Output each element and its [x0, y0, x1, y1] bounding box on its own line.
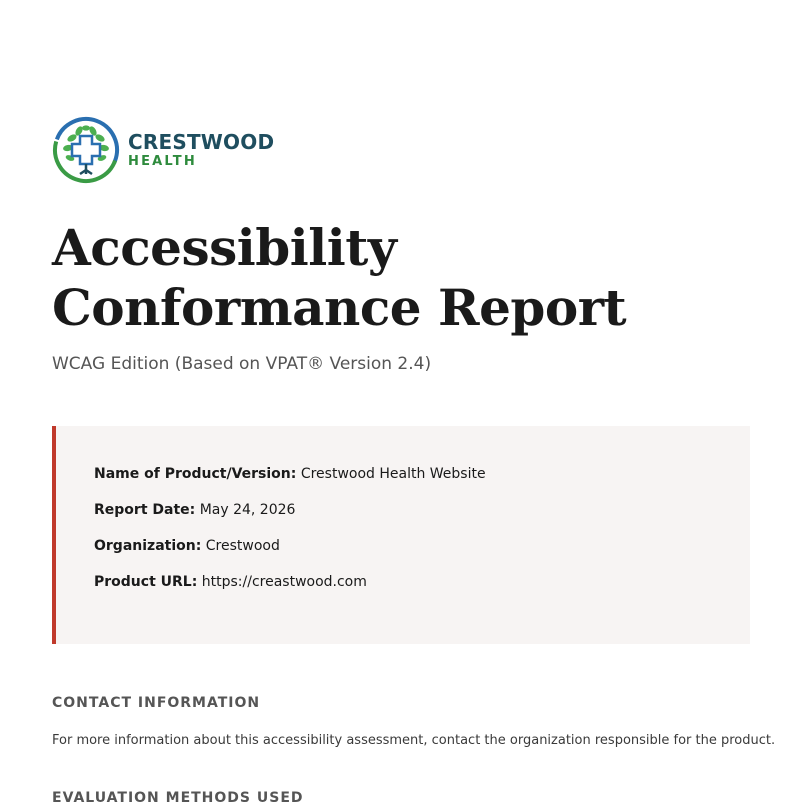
- contact-information-heading: CONTACT INFORMATION: [52, 695, 261, 711]
- info-row-product: [94, 465, 750, 483]
- product-info-box: [52, 426, 750, 644]
- info-label: Report Date:: [94, 502, 196, 518]
- info-value: https://creastwood.com: [201, 574, 367, 590]
- document-page: [52, 0, 776, 806]
- title-line-1: Accessibility: [52, 218, 397, 277]
- logo-subname: HEALTH: [128, 154, 197, 169]
- info-value: Crestwood: [205, 538, 280, 554]
- contact-information-text: For more information about this accessibility assessment, contact the organization responsible for the product.: [52, 733, 776, 748]
- info-row-organization: [94, 537, 750, 555]
- crestwood-logo: [52, 116, 274, 184]
- logo-name: CRESTWOOD: [128, 130, 275, 154]
- page-title: [52, 218, 750, 338]
- info-label: Product URL:: [94, 574, 198, 590]
- info-value: Crestwood Health Website: [300, 466, 486, 482]
- logo-wordmark: [128, 132, 274, 168]
- crestwood-logo-icon: [52, 116, 120, 184]
- info-row-product-url: [94, 573, 750, 591]
- title-line-2: Conformance Report: [52, 278, 627, 337]
- info-value: May 24, 2026: [199, 502, 296, 518]
- info-label: Organization:: [94, 538, 202, 554]
- info-label: Name of Product/Version:: [94, 466, 297, 482]
- evaluation-methods-heading: EVALUATION METHODS USED: [52, 790, 304, 806]
- info-row-report-date: [94, 501, 750, 519]
- page-subtitle: WCAG Edition (Based on VPAT® Version 2.4): [52, 354, 432, 374]
